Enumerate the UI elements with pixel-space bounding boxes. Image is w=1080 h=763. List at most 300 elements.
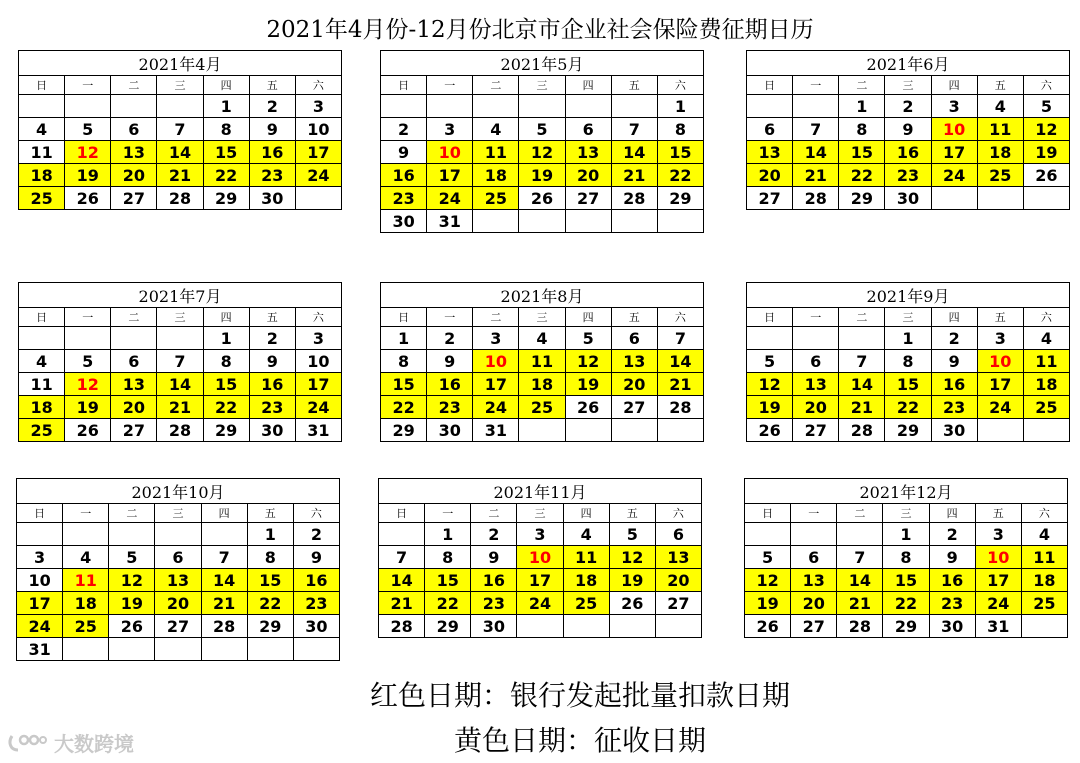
day-cell: 16 bbox=[427, 373, 473, 396]
week-row bbox=[745, 592, 1068, 615]
day-cell: 30 bbox=[885, 187, 931, 210]
day-cell: 20 bbox=[111, 396, 157, 419]
day-cell: 16 bbox=[293, 569, 339, 592]
day-cell: 10 bbox=[295, 350, 341, 373]
day-cell: 22 bbox=[425, 592, 471, 615]
week-row bbox=[19, 118, 342, 141]
weekday-label: 日 bbox=[19, 308, 65, 327]
day-cell: 14 bbox=[657, 350, 703, 373]
day-cell: 17 bbox=[473, 373, 519, 396]
weekday-label: 六 bbox=[655, 504, 701, 523]
calendar-september bbox=[746, 282, 1070, 442]
weekday-label: 四 bbox=[203, 308, 249, 327]
empty-cell bbox=[793, 327, 839, 350]
week-row bbox=[747, 327, 1070, 350]
weekday-label: 五 bbox=[977, 76, 1023, 95]
day-cell: 27 bbox=[747, 187, 793, 210]
day-cell: 5 bbox=[747, 350, 793, 373]
day-cell: 12 bbox=[519, 141, 565, 164]
day-cell: 30 bbox=[293, 615, 339, 638]
week-row bbox=[19, 373, 342, 396]
week-row bbox=[747, 95, 1070, 118]
day-cell: 6 bbox=[791, 546, 837, 569]
day-cell: 31 bbox=[975, 615, 1021, 638]
day-cell: 16 bbox=[249, 141, 295, 164]
day-cell: 29 bbox=[203, 419, 249, 442]
week-row bbox=[17, 638, 340, 661]
day-cell: 25 bbox=[1023, 396, 1069, 419]
day-cell: 8 bbox=[657, 118, 703, 141]
day-cell: 3 bbox=[17, 546, 63, 569]
weekday-label: 一 bbox=[65, 308, 111, 327]
weekday-label: 六 bbox=[295, 308, 341, 327]
weekday-label: 一 bbox=[791, 504, 837, 523]
empty-cell bbox=[155, 523, 201, 546]
empty-cell bbox=[111, 327, 157, 350]
day-cell: 27 bbox=[111, 187, 157, 210]
day-cell: 25 bbox=[473, 187, 519, 210]
day-cell: 19 bbox=[519, 164, 565, 187]
week-row bbox=[19, 327, 342, 350]
day-cell: 23 bbox=[471, 592, 517, 615]
day-cell: 13 bbox=[155, 569, 201, 592]
day-cell: 9 bbox=[929, 546, 975, 569]
day-cell: 10 bbox=[427, 141, 473, 164]
day-cell: 23 bbox=[249, 396, 295, 419]
day-cell: 13 bbox=[793, 373, 839, 396]
day-cell: 19 bbox=[65, 164, 111, 187]
empty-cell bbox=[837, 523, 883, 546]
empty-cell bbox=[931, 187, 977, 210]
week-row bbox=[19, 95, 342, 118]
empty-cell bbox=[611, 419, 657, 442]
empty-cell bbox=[655, 615, 701, 638]
weekday-header-row bbox=[747, 308, 1070, 327]
calendar-may bbox=[380, 50, 704, 233]
calendar-table bbox=[18, 282, 342, 442]
weekday-label: 二 bbox=[839, 76, 885, 95]
empty-cell bbox=[109, 523, 155, 546]
empty-cell bbox=[19, 95, 65, 118]
day-cell: 6 bbox=[111, 118, 157, 141]
week-row bbox=[379, 615, 702, 638]
day-cell: 2 bbox=[931, 327, 977, 350]
week-row bbox=[17, 592, 340, 615]
week-row bbox=[379, 569, 702, 592]
empty-cell bbox=[747, 327, 793, 350]
day-cell: 7 bbox=[793, 118, 839, 141]
day-cell: 4 bbox=[563, 523, 609, 546]
empty-cell bbox=[293, 638, 339, 661]
day-cell: 9 bbox=[471, 546, 517, 569]
day-cell: 13 bbox=[565, 141, 611, 164]
weekday-label: 三 bbox=[885, 76, 931, 95]
empty-cell bbox=[381, 95, 427, 118]
day-cell: 30 bbox=[931, 419, 977, 442]
day-cell: 3 bbox=[517, 523, 563, 546]
day-cell: 29 bbox=[381, 419, 427, 442]
week-row bbox=[381, 118, 704, 141]
day-cell: 3 bbox=[295, 95, 341, 118]
week-row bbox=[379, 546, 702, 569]
day-cell: 10 bbox=[295, 118, 341, 141]
day-cell: 11 bbox=[19, 141, 65, 164]
day-cell: 23 bbox=[427, 396, 473, 419]
day-cell: 29 bbox=[883, 615, 929, 638]
weekday-label: 三 bbox=[155, 504, 201, 523]
day-cell: 5 bbox=[65, 350, 111, 373]
day-cell: 23 bbox=[929, 592, 975, 615]
empty-cell bbox=[63, 638, 109, 661]
day-cell: 15 bbox=[839, 141, 885, 164]
day-cell: 4 bbox=[473, 118, 519, 141]
week-row bbox=[747, 350, 1070, 373]
day-cell: 15 bbox=[203, 141, 249, 164]
day-cell: 2 bbox=[249, 95, 295, 118]
day-cell: 4 bbox=[1023, 327, 1069, 350]
day-cell: 7 bbox=[657, 327, 703, 350]
empty-cell bbox=[517, 615, 563, 638]
day-cell: 22 bbox=[885, 396, 931, 419]
empty-cell bbox=[427, 95, 473, 118]
day-cell: 26 bbox=[65, 419, 111, 442]
day-cell: 8 bbox=[839, 118, 885, 141]
day-cell: 16 bbox=[381, 164, 427, 187]
weekday-label: 一 bbox=[425, 504, 471, 523]
week-row bbox=[747, 396, 1070, 419]
weekday-label: 四 bbox=[929, 504, 975, 523]
day-cell: 17 bbox=[17, 592, 63, 615]
day-cell: 4 bbox=[19, 118, 65, 141]
day-cell: 20 bbox=[747, 164, 793, 187]
day-cell: 6 bbox=[111, 350, 157, 373]
empty-cell bbox=[745, 523, 791, 546]
day-cell: 24 bbox=[931, 164, 977, 187]
day-cell: 19 bbox=[1023, 141, 1069, 164]
day-cell: 2 bbox=[293, 523, 339, 546]
empty-cell bbox=[295, 187, 341, 210]
day-cell: 16 bbox=[249, 373, 295, 396]
empty-cell bbox=[65, 327, 111, 350]
empty-cell bbox=[111, 95, 157, 118]
day-cell: 4 bbox=[977, 95, 1023, 118]
week-row bbox=[19, 164, 342, 187]
day-cell: 11 bbox=[519, 350, 565, 373]
weekday-label: 四 bbox=[565, 76, 611, 95]
day-cell: 29 bbox=[839, 187, 885, 210]
day-cell: 6 bbox=[155, 546, 201, 569]
day-cell: 13 bbox=[111, 141, 157, 164]
day-cell: 10 bbox=[17, 569, 63, 592]
weekday-label: 四 bbox=[203, 76, 249, 95]
day-cell: 26 bbox=[747, 419, 793, 442]
day-cell: 13 bbox=[111, 373, 157, 396]
day-cell: 12 bbox=[747, 373, 793, 396]
day-cell: 9 bbox=[249, 118, 295, 141]
day-cell: 19 bbox=[565, 373, 611, 396]
day-cell: 28 bbox=[201, 615, 247, 638]
legend-yellow-dates: 黄色日期：征收日期 bbox=[453, 724, 706, 757]
week-row bbox=[19, 141, 342, 164]
weekday-label: 三 bbox=[157, 76, 203, 95]
weekday-label: 三 bbox=[519, 76, 565, 95]
empty-cell bbox=[1023, 419, 1069, 442]
day-cell: 15 bbox=[885, 373, 931, 396]
week-row bbox=[747, 373, 1070, 396]
day-cell: 24 bbox=[427, 187, 473, 210]
day-cell: 17 bbox=[517, 569, 563, 592]
day-cell: 25 bbox=[19, 187, 65, 210]
day-cell: 12 bbox=[65, 141, 111, 164]
empty-cell bbox=[565, 419, 611, 442]
weekday-label: 二 bbox=[473, 308, 519, 327]
day-cell: 11 bbox=[563, 546, 609, 569]
empty-cell bbox=[793, 95, 839, 118]
day-cell: 26 bbox=[745, 615, 791, 638]
empty-cell bbox=[565, 210, 611, 233]
empty-cell bbox=[519, 210, 565, 233]
day-cell: 27 bbox=[565, 187, 611, 210]
day-cell: 16 bbox=[471, 569, 517, 592]
day-cell: 21 bbox=[839, 396, 885, 419]
day-cell: 11 bbox=[1023, 350, 1069, 373]
empty-cell bbox=[157, 327, 203, 350]
day-cell: 28 bbox=[837, 615, 883, 638]
weekday-header-row bbox=[745, 504, 1068, 523]
weekday-label: 五 bbox=[611, 308, 657, 327]
week-row bbox=[747, 118, 1070, 141]
day-cell: 1 bbox=[247, 523, 293, 546]
day-cell: 1 bbox=[885, 327, 931, 350]
weekday-label: 五 bbox=[975, 504, 1021, 523]
calendar-table bbox=[746, 50, 1070, 210]
day-cell: 15 bbox=[883, 569, 929, 592]
week-row bbox=[381, 373, 704, 396]
weekday-label: 六 bbox=[1021, 504, 1067, 523]
day-cell: 23 bbox=[931, 396, 977, 419]
watermark bbox=[8, 728, 134, 757]
week-row bbox=[17, 569, 340, 592]
brand-logo-icon bbox=[8, 732, 48, 754]
day-cell: 25 bbox=[1021, 592, 1067, 615]
weekday-label: 六 bbox=[295, 76, 341, 95]
day-cell: 18 bbox=[473, 164, 519, 187]
page-title: 2021年4月份-12月份北京市企业社会保险费征期日历 bbox=[266, 17, 814, 43]
calendar-table bbox=[378, 478, 702, 638]
week-row bbox=[745, 615, 1068, 638]
day-cell: 1 bbox=[839, 95, 885, 118]
weekday-header-row bbox=[381, 308, 704, 327]
week-row bbox=[379, 592, 702, 615]
day-cell: 21 bbox=[157, 164, 203, 187]
calendar-table bbox=[380, 50, 704, 233]
week-row bbox=[19, 187, 342, 210]
day-cell: 14 bbox=[201, 569, 247, 592]
day-cell: 22 bbox=[203, 164, 249, 187]
day-cell: 28 bbox=[657, 396, 703, 419]
day-cell: 6 bbox=[793, 350, 839, 373]
day-cell: 5 bbox=[609, 523, 655, 546]
calendar-november bbox=[378, 478, 702, 638]
day-cell: 22 bbox=[657, 164, 703, 187]
day-cell: 14 bbox=[379, 569, 425, 592]
week-row bbox=[381, 141, 704, 164]
day-cell: 10 bbox=[931, 118, 977, 141]
day-cell: 5 bbox=[565, 327, 611, 350]
day-cell: 21 bbox=[157, 396, 203, 419]
day-cell: 9 bbox=[885, 118, 931, 141]
week-row bbox=[17, 523, 340, 546]
day-cell: 6 bbox=[611, 327, 657, 350]
day-cell: 17 bbox=[295, 141, 341, 164]
day-cell: 11 bbox=[473, 141, 519, 164]
day-cell: 28 bbox=[793, 187, 839, 210]
day-cell: 3 bbox=[473, 327, 519, 350]
day-cell: 18 bbox=[519, 373, 565, 396]
empty-cell bbox=[611, 95, 657, 118]
day-cell: 17 bbox=[975, 569, 1021, 592]
day-cell: 9 bbox=[293, 546, 339, 569]
weekday-label: 一 bbox=[427, 308, 473, 327]
weekday-label: 二 bbox=[111, 76, 157, 95]
day-cell: 15 bbox=[381, 373, 427, 396]
day-cell: 12 bbox=[745, 569, 791, 592]
day-cell: 29 bbox=[885, 419, 931, 442]
day-cell: 21 bbox=[793, 164, 839, 187]
empty-cell bbox=[609, 615, 655, 638]
weekday-label: 四 bbox=[565, 308, 611, 327]
day-cell: 3 bbox=[977, 327, 1023, 350]
day-cell: 24 bbox=[295, 396, 341, 419]
day-cell: 17 bbox=[295, 373, 341, 396]
day-cell: 31 bbox=[17, 638, 63, 661]
day-cell: 26 bbox=[609, 592, 655, 615]
day-cell: 10 bbox=[517, 546, 563, 569]
month-title: 2021年11月 bbox=[379, 479, 702, 504]
weekday-label: 日 bbox=[381, 76, 427, 95]
calendar-december bbox=[744, 478, 1068, 638]
day-cell: 27 bbox=[111, 419, 157, 442]
day-cell: 9 bbox=[249, 350, 295, 373]
day-cell: 24 bbox=[295, 164, 341, 187]
week-row bbox=[747, 419, 1070, 442]
weekday-label: 三 bbox=[519, 308, 565, 327]
day-cell: 2 bbox=[929, 523, 975, 546]
day-cell: 30 bbox=[471, 615, 517, 638]
day-cell: 2 bbox=[471, 523, 517, 546]
day-cell: 19 bbox=[65, 396, 111, 419]
day-cell: 31 bbox=[295, 419, 341, 442]
day-cell: 21 bbox=[201, 592, 247, 615]
month-title: 2021年8月 bbox=[381, 283, 704, 308]
day-cell: 24 bbox=[17, 615, 63, 638]
day-cell: 24 bbox=[517, 592, 563, 615]
day-cell: 13 bbox=[747, 141, 793, 164]
day-cell: 13 bbox=[611, 350, 657, 373]
day-cell: 26 bbox=[565, 396, 611, 419]
day-cell: 7 bbox=[611, 118, 657, 141]
day-cell: 4 bbox=[19, 350, 65, 373]
day-cell: 29 bbox=[425, 615, 471, 638]
weekday-label: 一 bbox=[793, 76, 839, 95]
empty-cell bbox=[839, 327, 885, 350]
day-cell: 16 bbox=[929, 569, 975, 592]
weekday-label: 三 bbox=[517, 504, 563, 523]
weekday-label: 五 bbox=[977, 308, 1023, 327]
day-cell: 1 bbox=[883, 523, 929, 546]
weekday-label: 日 bbox=[379, 504, 425, 523]
day-cell: 12 bbox=[565, 350, 611, 373]
day-cell: 20 bbox=[111, 164, 157, 187]
day-cell: 3 bbox=[295, 327, 341, 350]
day-cell: 19 bbox=[609, 569, 655, 592]
day-cell: 7 bbox=[839, 350, 885, 373]
weekday-label: 四 bbox=[563, 504, 609, 523]
day-cell: 29 bbox=[247, 615, 293, 638]
day-cell: 16 bbox=[885, 141, 931, 164]
month-title: 2021年12月 bbox=[745, 479, 1068, 504]
weekday-label: 二 bbox=[109, 504, 155, 523]
day-cell: 24 bbox=[975, 592, 1021, 615]
day-cell: 2 bbox=[885, 95, 931, 118]
day-cell: 25 bbox=[977, 164, 1023, 187]
day-cell: 20 bbox=[155, 592, 201, 615]
weekday-label: 六 bbox=[293, 504, 339, 523]
empty-cell bbox=[519, 419, 565, 442]
day-cell: 10 bbox=[473, 350, 519, 373]
calendar-table bbox=[746, 282, 1070, 442]
day-cell: 3 bbox=[931, 95, 977, 118]
week-row bbox=[19, 419, 342, 442]
day-cell: 21 bbox=[379, 592, 425, 615]
day-cell: 21 bbox=[657, 373, 703, 396]
weekday-label: 四 bbox=[931, 308, 977, 327]
weekday-label: 二 bbox=[473, 76, 519, 95]
day-cell: 19 bbox=[745, 592, 791, 615]
week-row bbox=[381, 187, 704, 210]
empty-cell bbox=[611, 210, 657, 233]
day-cell: 27 bbox=[793, 419, 839, 442]
day-cell: 6 bbox=[565, 118, 611, 141]
day-cell: 12 bbox=[1023, 118, 1069, 141]
weekday-label: 六 bbox=[1023, 308, 1069, 327]
day-cell: 21 bbox=[611, 164, 657, 187]
month-title: 2021年7月 bbox=[19, 283, 342, 308]
day-cell: 8 bbox=[203, 118, 249, 141]
empty-cell bbox=[657, 419, 703, 442]
empty-cell bbox=[379, 523, 425, 546]
day-cell: 23 bbox=[381, 187, 427, 210]
day-cell: 14 bbox=[611, 141, 657, 164]
calendar-august bbox=[380, 282, 704, 442]
day-cell: 7 bbox=[379, 546, 425, 569]
weekday-label: 二 bbox=[111, 308, 157, 327]
day-cell: 31 bbox=[473, 419, 519, 442]
day-cell: 25 bbox=[563, 592, 609, 615]
empty-cell bbox=[563, 615, 609, 638]
day-cell: 1 bbox=[381, 327, 427, 350]
week-row bbox=[379, 523, 702, 546]
day-cell: 2 bbox=[381, 118, 427, 141]
weekday-header-row bbox=[19, 308, 342, 327]
week-row bbox=[19, 350, 342, 373]
weekday-label: 二 bbox=[839, 308, 885, 327]
day-cell: 8 bbox=[247, 546, 293, 569]
empty-cell bbox=[1021, 615, 1067, 638]
calendar-april bbox=[18, 50, 342, 210]
weekday-label: 日 bbox=[745, 504, 791, 523]
day-cell: 3 bbox=[427, 118, 473, 141]
